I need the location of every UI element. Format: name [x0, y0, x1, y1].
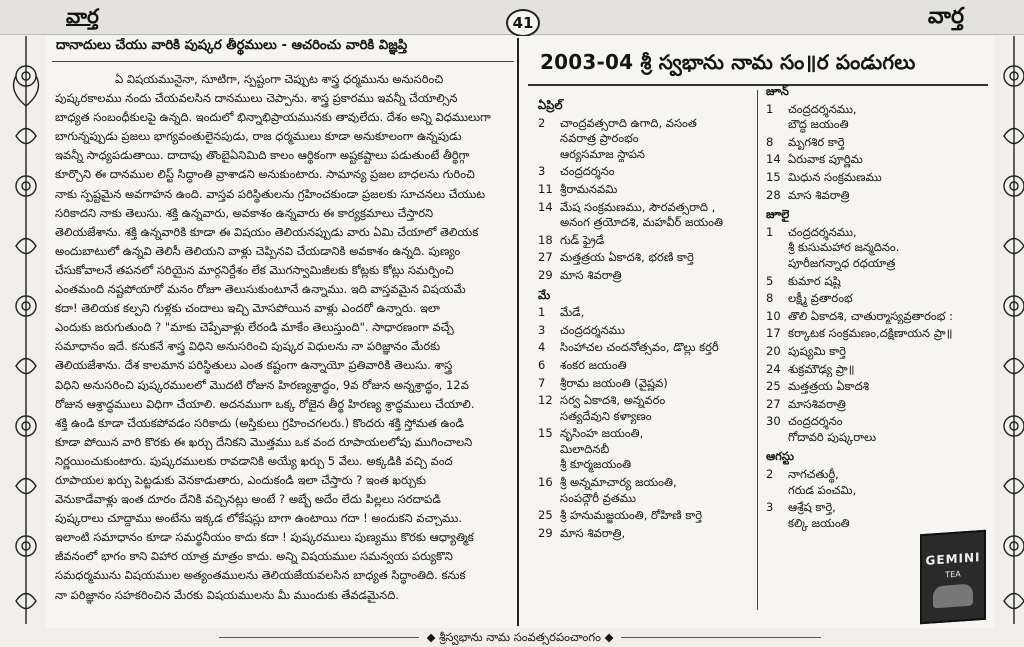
festival-name: తొలి ఏకాదశి, చాతుర్మాస్యవ్రతారంభ : — [788, 308, 953, 323]
festival-name: చంద్రదర్శనం — [560, 164, 615, 179]
festival-name: శంకర జయంతి — [560, 357, 627, 372]
festival-name: మేడే, — [560, 305, 585, 320]
festival-column-2 — [766, 80, 988, 533]
festival-date: 2 — [766, 467, 774, 482]
festival-name: మిధున సంక్రమణము — [788, 169, 882, 184]
festival-date: 14 — [538, 199, 553, 214]
festival-entry — [766, 379, 988, 395]
festival-date: 29 — [538, 267, 553, 282]
body-line: శక్తి ఉండి కూడా చేయకపోవడం సరికాదు (అస్తికులు గ్రహించగలరు.) కొందరు శక్తి స్తోమత ఉండి — [55, 415, 465, 430]
body-line: బాగున్నప్పుడు ప్రజలు భాగ్యవంతులైనపుడు, రాజ ధర్మములు కూడా అనుకూలంగా ఉన్నపుడు — [55, 129, 462, 144]
festival-date: 25 — [538, 508, 553, 523]
festival-date: 8 — [766, 291, 774, 306]
body-line: అందుబాటులో ఉన్నవి తెలిసీ తెలియని వాళ్లు చెప్పినవి చేయడానికి అవకాశం ఉన్నది. పుణ్యం — [55, 243, 461, 258]
festival-date: 24 — [766, 361, 781, 376]
footer: ◆ శ్రీస్వభాను నామ సంవత్సరపంచాంగం ◆ — [46, 628, 994, 647]
body-line: రోజున ఆశ్రాద్ధములు విధిగా చేయాలి. అదనముగా ఒక్క రోజైన తీర్థ హిరణ్య శ్రాద్ధములు చేయాలి. — [55, 396, 475, 411]
festival-name: ఆశ్రేష కార్తె, — [788, 500, 836, 515]
month-heading: ఏప్రిల్ — [538, 98, 563, 112]
festival-date: 16 — [538, 475, 553, 490]
festival-entry — [538, 233, 753, 249]
festival-entry — [766, 188, 988, 204]
festival-name: మత్తత్రయ ఏకాదశి — [788, 379, 870, 394]
body-line: కూడా పోయిన వారి కొరకు ఈ ఖర్చు దేనికని మొత్తము ఒక వంద రూపాయలలోపు ముగించాలని — [55, 434, 473, 449]
festival-entry — [766, 170, 988, 186]
body-line: నిర్ణయించుకుంటారు. పుష్కరములకు రావడానికి అయ్యే ఖర్చు 5 వేలు. అక్కడికి వచ్చి వంద — [55, 453, 453, 468]
festivals-headline: 2003-04 శ్రీ స్వభాను నామ సం॥ర పండుగలు — [540, 50, 916, 74]
month-heading: మే — [538, 287, 551, 302]
festival-entry — [538, 475, 753, 506]
festival-name: సత్యదేవుని కళ్యాణం — [560, 408, 652, 423]
footer-text: శ్రీస్వభాను నామ సంవత్సరపంచాంగం — [439, 630, 601, 644]
body-line: ఎందుకు జరుగుతుంది ? "మాకు చెప్పేవాళ్లు లేరండి మాకేం తెలుస్తుంది". సాధారణంగా వచ్చే — [55, 320, 454, 335]
body-line: తెలియజేశాను. దేశ కాలమాన పరిస్థితులు ఎంత కష్టంగా ఉన్నాయో ప్రతివారికి తెలుసు. శాస్త్ర — [55, 358, 453, 373]
festival-name: నాగచతుర్థీ, — [788, 467, 839, 482]
festival-date: 3 — [538, 164, 546, 179]
festival-date: 18 — [538, 232, 553, 247]
festival-name: చంద్రదర్శనము, — [788, 101, 857, 116]
festival-name: శ్రీరామ జయంతి (వైష్ణవ) — [560, 375, 668, 390]
festival-date: 17 — [766, 326, 781, 341]
body-line: సమధర్మమును విషయముల అత్యంతములను తెలియజేయవలసిన బాధ్యత సిద్ధాంతిది. కనుక — [55, 568, 466, 583]
festival-name: కల్కి జయంతి — [788, 515, 850, 530]
festival-entry — [766, 102, 988, 133]
festival-name: మృగశిర కార్తె — [788, 134, 845, 149]
festival-entry — [766, 152, 988, 168]
festival-entry — [538, 358, 753, 374]
festival-column-divider — [757, 90, 758, 610]
festival-date: 25 — [766, 379, 781, 394]
festival-entry — [538, 376, 753, 392]
festival-date: 2 — [538, 115, 546, 130]
festival-date: 7 — [538, 375, 546, 390]
festival-name: గరుడ పంచమి, — [788, 482, 857, 497]
page-number: 41 — [506, 9, 540, 37]
festival-name: చంద్రదర్శనము, — [788, 224, 857, 239]
festival-entry — [538, 116, 753, 163]
left-ornamental-border — [8, 36, 44, 624]
advert-brand: GEMINI — [925, 550, 981, 568]
festival-entry — [766, 414, 988, 445]
festival-name: శ్రీ అన్నమాచార్య జయంతి, — [560, 475, 677, 490]
festival-entry — [766, 291, 988, 307]
festival-name: శుక్రమౌఢ్య ప్రా॥ — [788, 361, 855, 376]
body-line: కూర్చొని ఈ దానముల లిస్ట్ సిద్ధాంతి వ్రాశాడని అనుకుంటారు. సామాన్య ప్రజల బాధలను గురించి — [55, 167, 475, 182]
body-line: విధిని అనుసరించి పుష్కరములలో మొదటి రోజున హిరణ్యశ్రాద్ధం, 9వ రోజున అన్నశ్రాద్ధం, 12వ — [55, 377, 469, 392]
festival-entry — [766, 397, 988, 413]
festival-date: 10 — [766, 308, 781, 323]
body-line: సమాధానం ఇదే. కనుకనే శాస్త్ర విధిని అనుసరించి పుష్కర విధులను నా పరిజ్ఞానం మేరకు — [55, 339, 441, 354]
festival-name: కర్కాటక సంక్రమణం,దక్షిణాయన ప్రా॥ — [788, 326, 953, 341]
festival-date: 15 — [766, 169, 781, 184]
festival-name: శ్రీ హనుమజ్జయంతి, రోహిణి కార్తె — [560, 508, 703, 523]
right-logo: వార్త — [927, 4, 964, 29]
body-line: ఇవన్నీ సాధ్యపడుతాయి. దాదాపు తొంబైఏనిమిది కాలం ఆర్థికంగా అష్టకష్టాలు పడుతుంటే తీర్థిగ్గా — [55, 148, 470, 163]
festival-date: 1 — [766, 101, 774, 116]
festival-column-1 — [538, 94, 753, 543]
body-line: వెనుకాడేవాళ్లు ఇంత దూరం దేనికి వచ్చినట్లు అంటే ? అబ్బే అదేం లేదు పిల్లలు సరదాపడి — [55, 492, 441, 507]
festival-entry — [538, 200, 753, 231]
festival-entry — [766, 225, 988, 272]
festival-date: 4 — [538, 340, 546, 355]
festival-date: 6 — [538, 357, 546, 372]
festival-name: నృసింహ జయంతి, — [560, 426, 644, 441]
festival-entry — [766, 362, 988, 378]
festival-entry — [766, 467, 988, 498]
festival-name: సింహాచల చందనోత్సవం, డొల్లు కర్తరీ — [560, 340, 719, 355]
body-line: నా పరిజ్ఞానం సహకరించిన మేరకు విషయములను మీ ముందుకు తేవడమైనది. — [55, 587, 400, 602]
masthead — [0, 0, 1024, 35]
festival-entry — [538, 305, 753, 321]
festival-name: శ్రీ కుసుమహార జన్మదినం. — [788, 240, 900, 255]
festival-entry — [766, 309, 988, 325]
body-line: బాధ్యత సంబంధీకులపై ఉన్నది. ఇందులో భిన్నాభిప్రాయమునకు తావులేదు. దేశం అన్ని విధములుగా — [55, 110, 491, 125]
column-divider — [517, 38, 519, 626]
festival-entry — [538, 508, 753, 524]
festival-name: మాసశివరాత్రి — [788, 396, 846, 411]
festival-name: మాస శివరాత్రి — [560, 267, 622, 282]
festival-name: శ్రీ కూర్మజయంతి — [560, 457, 632, 472]
festival-entry — [538, 526, 753, 542]
festival-name: సంపద్గౌరీ వ్రతము — [560, 490, 636, 505]
festival-name: కుమార షష్టి — [788, 273, 841, 288]
festival-name: మత్తత్రయ ఏకాదశి, భరణి కార్తె — [560, 250, 694, 265]
festival-name: అనంగ త్రయోదశి, మహవీర్ జయంతి — [560, 215, 724, 230]
festival-entry — [538, 268, 753, 284]
festival-entry — [766, 326, 988, 342]
festival-name: మేష సంక్రమణము, సౌరవత్సరాది , — [560, 199, 716, 214]
left-article-body — [55, 70, 511, 605]
festival-entry — [766, 274, 988, 290]
festival-entry — [538, 393, 753, 424]
right-ornamental-border — [996, 36, 1024, 624]
festival-entry — [538, 182, 753, 198]
festival-name: చాంద్రవత్సరాది ఉగాది, వసంత — [560, 115, 697, 130]
body-line: తెలియజేశాను. శక్తి ఉన్నవారికి కూడా ఈ విషయం తెలియనప్పుడు వారు ఏమి చేయాలో తెలియక — [55, 224, 479, 239]
festival-date: 8 — [766, 134, 774, 149]
advert-sub: TEA — [945, 569, 961, 580]
festival-date: 14 — [766, 152, 781, 167]
festival-name: గోదావరి పుష్కరాలు — [788, 429, 877, 444]
festival-name: లక్ష్మీ వ్రతారంభ — [788, 291, 853, 306]
body-line: ఏ విషయమునైనా, సూటిగా, స్పష్టంగా చెప్పుట శాస్త్ర ధర్మమును అనుసరించి — [115, 72, 444, 86]
festival-name: శ్రీరామనవమి — [560, 181, 618, 196]
festival-date: 30 — [766, 414, 781, 429]
festival-name: నవరాత్ర ప్రారంభం — [560, 131, 639, 146]
festival-date: 27 — [538, 250, 553, 265]
festival-date: 15 — [538, 426, 553, 441]
left-logo: వార్త — [66, 4, 99, 28]
festival-date: 28 — [766, 187, 781, 202]
festival-entry — [538, 426, 753, 473]
festival-name: పుష్యమి కార్తె — [788, 343, 846, 358]
festival-entry — [538, 340, 753, 356]
elephant-icon — [933, 584, 973, 609]
festival-date: 11 — [538, 181, 553, 196]
festival-name: మాస శివరాత్రి — [788, 187, 850, 202]
festival-entry — [766, 135, 988, 151]
festival-entry — [538, 164, 753, 180]
festival-date: 5 — [766, 273, 774, 288]
festival-date: 1 — [766, 224, 774, 239]
gemini-tea-advert — [920, 532, 994, 624]
body-line: పుష్కరాలు చూద్దాము అంటేను ఇక్కడ లోకేషస్లు బాగా ఉంటాయి గదా ! అందుకని వచ్చాము. — [55, 511, 462, 526]
festival-name: చంద్రదర్శనము — [560, 322, 625, 337]
festival-name: ఏరువాక పూర్ణిమ — [788, 152, 863, 167]
festival-name: సర్వ ఏకాదశి, అన్నవరం — [560, 393, 666, 408]
festival-name: మాస శివరాత్రి, — [560, 525, 626, 540]
body-line: పుష్కరకాలము నందు చేయవలసిన దానములు చెప్పాను. శాస్త్ర ప్రకారము ఇవన్నీ చేయాల్సిన — [55, 91, 458, 106]
month-heading: జూన్ — [766, 84, 789, 98]
month-heading: ఆగస్టు — [766, 449, 794, 464]
left-article-headline: దానాదులు చేయు వారికి పుష్కర తీర్థములు - ఆచరించు వారికి విజ్ఞప్తి — [56, 38, 408, 53]
month-heading: జూలై — [766, 207, 790, 222]
body-line: కదా! తెలియక కల్పని గుళ్లకు చందాలు ఇచ్చి మోసపోయిన వాళ్లు ఎందరో ఉన్నారు. ఇలా — [55, 301, 440, 316]
festival-date: 20 — [766, 343, 781, 358]
festival-name: పూరీజగన్నాధ రధయాత్ర — [788, 255, 896, 270]
festival-entry — [538, 250, 753, 266]
festival-name: బౌద్ధ జయంతి — [788, 117, 849, 132]
festival-date: 3 — [538, 322, 546, 337]
body-line: రూపాయల ఖర్చు పెట్టడుకు వెనకాడుతారు, ఎందుకండి ఇలా చేస్తారు ? ఇంత ఖర్చుకు — [55, 472, 426, 487]
body-line: జీవనంలో భాగం కాని విహార యాత్ర మాత్రం కాదు. అన్ని విషయముల సమన్వయ పర్యుకొని — [55, 549, 453, 564]
body-line: సరికాదని నాకు తెలుసు. శక్తి ఉన్నవారు, అవకాశం ఉన్నవారు ఈ కార్యక్రమాలు చేస్తారని — [55, 205, 434, 220]
headline-rule — [52, 61, 514, 62]
body-line: ఇలాంటి సమాధానం కూడా సమర్థనీయం కాదు కదా ! పుష్కరములు పుణ్యము కొరకు ఆధ్యాత్మిక — [55, 530, 474, 545]
festival-entry — [766, 500, 988, 531]
festival-name: ఆర్యసమాజ స్థాపన — [560, 146, 646, 161]
festival-name: చంద్రదర్శనం — [788, 414, 843, 429]
festival-date: 27 — [766, 396, 781, 411]
body-line: ఎంతమంది నష్టపోయారో మనం రోజూ తెలుసుకుంటూనే ఉన్నాము. ఇది వాస్తవమైన విషయమే — [55, 282, 466, 297]
festival-entry — [538, 323, 753, 339]
festival-name: గుడ్ ఫ్రైడే — [560, 232, 605, 247]
festival-date: 29 — [538, 525, 553, 540]
festival-date: 1 — [538, 305, 546, 320]
festival-date: 3 — [766, 500, 774, 515]
festival-entry — [766, 344, 988, 360]
body-line: నాకు స్పష్టమైన అవగాహన ఉంది. వాస్తవ పరిస్థితులను గ్రహించకుండా ప్రజలకు సూచనలు చేయుట — [55, 186, 486, 201]
festival-date: 12 — [538, 393, 553, 408]
festival-name: మిలాదినబీ — [560, 441, 610, 456]
body-line: చేసుకోవాలనే తపనలో సరియైన మార్గనిర్దేశం లేక మొగస్వామిజీలకు కోట్లకు కోట్లు సమర్పించి — [55, 262, 454, 277]
